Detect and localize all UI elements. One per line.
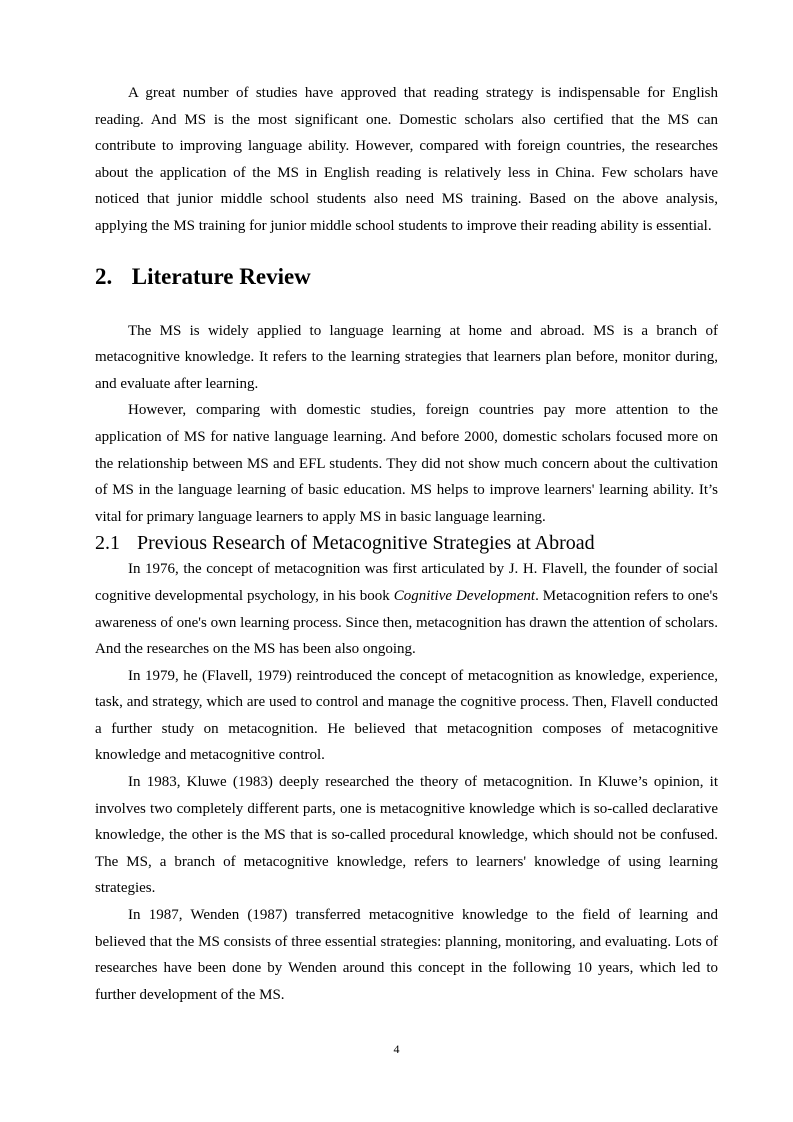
intro-paragraph: A great number of studies have approved that reading strategy is indispensable for English reading. And MS is the most significant one. Domestic scholars also certified that the MS can contribute to improving language ability. However, compared with foreign countries, the researches about the application of the MS in English reading is relatively less in China. Few scholars have noticed that junior middle school students also need MS training. Based on the above analysis, applying the MS training for junior middle school students to improve their reading ability is essential. bbox=[95, 85, 718, 234]
document-page bbox=[95, 80, 718, 1008]
paragraph-text: In 1976, the concept of metacognition was first articulated by J. H. Flavell, the founder of social cognitive developmental psychology, in his book bbox=[95, 561, 718, 604]
section-paragraph: The MS is widely applied to language learning at home and abroad. MS is a branch of metacognitive knowledge. It refers to the learning strategies that learners plan before, monitor during, and evaluate after learning. bbox=[95, 322, 718, 392]
section-number: 2. bbox=[95, 263, 113, 289]
section-paragraph: However, comparing with domestic studies, foreign countries pay more attention to the application of MS for native language learning. And before 2000, domestic scholars focused more on the relationship between MS and EFL students. They did not show much concern about the cultivation of MS in the language learning of basic education. MS helps to improve learners' learning ability. It’s vital for primary language learners to apply MS in basic language learning. bbox=[95, 402, 718, 525]
subsection-title: Previous Research of Metacognitive Strategies at Abroad bbox=[137, 532, 595, 555]
subsection-paragraph: In 1979, he (Flavell, 1979) reintroduced the concept of metacognition as knowledge, experience, task, and strategy, which are used to control and manage the cognitive process. Then, Flavell conducted a further study on metacognition. He believed that metacognition composes of metacognitive knowledge and metacognitive control. bbox=[95, 667, 718, 764]
section-heading bbox=[95, 262, 718, 292]
heading-spacer bbox=[95, 292, 718, 318]
page-number: 4 bbox=[393, 1042, 400, 1056]
section-title: Literature Review bbox=[131, 263, 311, 289]
subsection-paragraph: In 1987, Wenden (1987) transferred metacognitive knowledge to the field of learning and believed that the MS consists of three essential strategies: planning, monitoring, and evaluating. Lots of researches have been done by Wenden around this concept in the following 10 years, which led to further development of the MS. bbox=[95, 907, 718, 1003]
paragraph-text: . Metacognition refers to one's awareness of one's own learning process. Since then, metacognition has drawn the attention of scholars. And the researches on the MS has been also ongoing. bbox=[95, 587, 718, 658]
subsection-number: 2.1 bbox=[95, 532, 120, 555]
subsection-paragraph: In 1983, Kluwe (1983) deeply researched the theory of metacognition. In Kluwe’s opinion, it involves two completely different parts, one is metacognitive knowledge which is so-called declarative knowledge, the other is the MS that is so-called procedural knowledge, which should not be confused. The MS, a branch of metacognitive knowledge, refers to learners' knowledge of using learning strategies. bbox=[95, 774, 718, 897]
subsection-heading bbox=[95, 530, 718, 556]
subsection-paragraph bbox=[95, 556, 718, 662]
book-title: Cognitive Development bbox=[393, 587, 536, 604]
